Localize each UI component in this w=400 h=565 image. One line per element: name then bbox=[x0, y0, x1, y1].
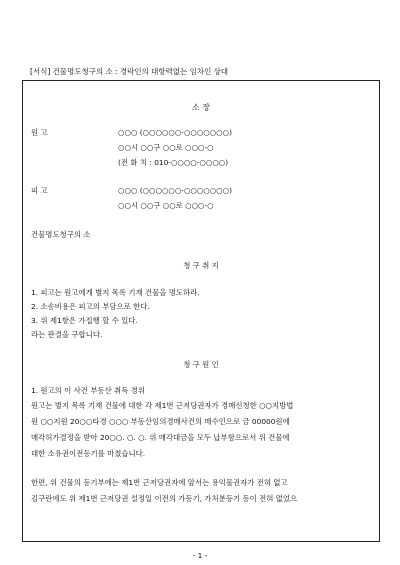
defendant-address: ○○시 ○○구 ○○로 ○○○-○ bbox=[118, 201, 214, 210]
plaintiff-phone: (전 화 치 : 010-○○○○-○○○○) bbox=[118, 158, 229, 167]
cause-line-4: 대한 소유권이전등기를 마쳤습니다. bbox=[31, 449, 146, 458]
document-title: 소 장 bbox=[192, 103, 210, 112]
claim-item-1: 1. 피고는 원고에게 별지 목록 기재 건물을 명도하라. bbox=[31, 288, 200, 297]
defendant-name-id: ○○○ (○○○○○○-○○○○○○○) bbox=[118, 186, 232, 195]
cause-section-title: 1. 원고의 이 사건 부동산 취득 경위 bbox=[31, 386, 145, 395]
cause-line-5: 한편, 위 건물의 등기부에는 제1번 근저당권자에 앞서는 용익물권자가 전혀 없고 bbox=[31, 478, 288, 487]
plaintiff-name-id: ○○○ (○○○○○○-○○○○○○○) bbox=[118, 128, 232, 137]
defendant-label: 피 고 bbox=[31, 186, 48, 195]
cause-line-6: 김구란에도 위 제1번 근저당권 설정일 이전의 가등기, 가처분등기 등이 전혀 없었으 bbox=[31, 494, 298, 503]
claim-heading: 청 구 취 지 bbox=[183, 261, 219, 270]
cause-heading: 청 구 원 인 bbox=[183, 360, 219, 369]
claim-item-3: 3. 위 제1항은 가집행 할 수 있다. bbox=[31, 316, 138, 325]
page-number: - 1 - bbox=[192, 551, 208, 560]
cause-line-2: 원 ○○지원 20○○타경 ○○○ 부동산임의경매사건의 매수인으로 금 00000원에 bbox=[31, 417, 290, 426]
case-name: 건물명도청구의 소 bbox=[31, 230, 91, 239]
plaintiff-label: 원 고 bbox=[31, 128, 48, 137]
claim-item-2: 2. 소송비용은 피고의 부담으로 한다. bbox=[31, 302, 150, 311]
cause-line-3: 매각허가결정을 받아 20○○. ○. ○. 위 매각대금을 모두 납부함으로서 위 건물에 bbox=[31, 433, 290, 442]
document-frame bbox=[22, 80, 380, 542]
form-header-title: [서식] 건물명도청구의 소 : 경락인의 대항력없는 임차인 상대 bbox=[30, 67, 229, 76]
cause-line-1: 원고는 별지 목록 기재 건물에 대한 각 제1번 근저당권자가 경매신청한 ○○지방법 bbox=[31, 401, 294, 410]
claim-closing: 라는 판결을 구합니다. bbox=[31, 330, 103, 339]
plaintiff-address: ○○시 ○○구 ○○로 ○○○-○ bbox=[118, 143, 214, 152]
